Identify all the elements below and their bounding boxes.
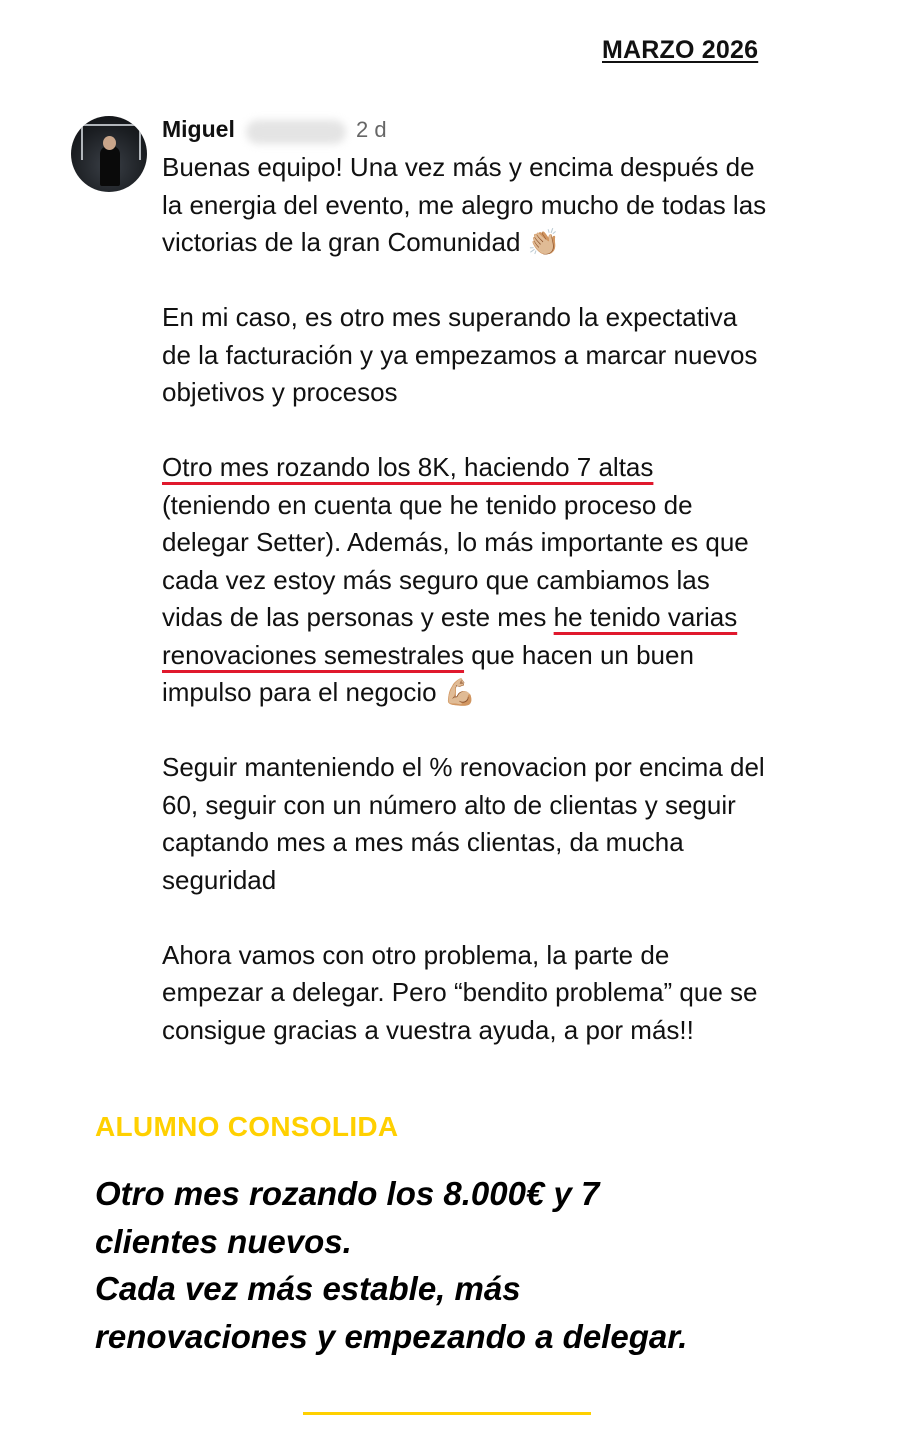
post-line — [162, 187, 766, 225]
post-text: captando mes a mes más clientas, da mucha — [162, 827, 684, 857]
post-line — [162, 224, 766, 262]
post-line — [162, 524, 766, 562]
post-line — [162, 449, 766, 487]
paragraph-gap — [162, 899, 766, 937]
post-line — [162, 599, 766, 637]
accent-divider — [303, 1412, 591, 1415]
month-title: MARZO 2026 — [602, 36, 759, 64]
post-line — [162, 1012, 766, 1050]
summary-line: Otro mes rozando los 8.000€ y 7 — [95, 1175, 600, 1212]
post-text: que hacen un buen — [464, 639, 694, 670]
post-text: de la facturación y ya empezamos a marcar nuevos — [162, 339, 758, 370]
post-line — [162, 299, 766, 337]
post-line — [162, 637, 766, 675]
post-line — [162, 974, 766, 1012]
post-text: la energia del evento, me alegro mucho de todas las — [162, 189, 767, 220]
post-text: Buenas equipo! Una vez más y encima después de — [162, 152, 755, 182]
post-line — [162, 337, 766, 375]
post-text: objetivos y procesos — [162, 377, 398, 407]
post-text: empezar a delegar. Pero “bendito problema” que se — [162, 977, 758, 1007]
post-line — [162, 937, 766, 975]
post-line — [162, 149, 766, 187]
paragraph-gap — [162, 262, 766, 300]
post-line — [162, 787, 766, 825]
post-timestamp: 2 d — [356, 117, 387, 142]
avatar-head — [103, 136, 116, 150]
post-line — [162, 487, 766, 525]
highlighted-text: he tenido varias — [553, 602, 738, 632]
author-name[interactable]: Miguel — [162, 116, 235, 142]
summary-text — [95, 1170, 687, 1360]
post-text: (teniendo en cuenta que he tenido proceso de — [162, 489, 693, 520]
summary-line: renovaciones y empezando a delegar. — [95, 1317, 688, 1355]
blurred-surname — [246, 120, 346, 144]
post-text: delegar Setter). Además, lo más importante es que — [162, 527, 749, 557]
summary-line: Cada vez más estable, más — [95, 1270, 521, 1307]
post-line — [162, 674, 766, 712]
post-text: victorias de la gran Comunidad 👏🏼 — [162, 227, 561, 257]
post-text: Seguir manteniendo el % renovacion por encima del — [162, 752, 765, 782]
post-text: cada vez estoy más seguro que cambiamos las — [162, 564, 710, 595]
post-text: seguridad — [162, 864, 277, 895]
paragraph-gap — [162, 712, 766, 750]
paragraph-gap — [162, 412, 766, 450]
post-text: Ahora vamos con otro problema, la parte de — [162, 939, 670, 970]
post-text: impulso para el negocio 💪🏼 — [162, 677, 477, 707]
post-text: 60, seguir con un número alto de clientas y seguir — [162, 789, 736, 820]
post-line — [162, 824, 766, 862]
post-line — [162, 562, 766, 600]
highlighted-text: Otro mes rozando los 8K, haciendo 7 altas — [162, 452, 654, 482]
post-text: consigue gracias a vuestra ayuda, a por más!! — [162, 1014, 694, 1045]
avatar[interactable] — [71, 116, 147, 192]
category-tag: ALUMNO CONSOLIDA — [95, 1111, 399, 1142]
post-text: En mi caso, es otro mes superando la expectativa — [162, 302, 738, 332]
post-text: vidas de las personas y este mes — [162, 602, 554, 632]
post-line — [162, 749, 766, 787]
post-body — [162, 149, 766, 1049]
post-line — [162, 374, 766, 412]
summary-line: clientes nuevos. — [95, 1222, 352, 1260]
highlighted-text: renovaciones semestrales — [162, 639, 465, 670]
avatar-figure — [100, 146, 120, 186]
post-line — [162, 862, 766, 900]
